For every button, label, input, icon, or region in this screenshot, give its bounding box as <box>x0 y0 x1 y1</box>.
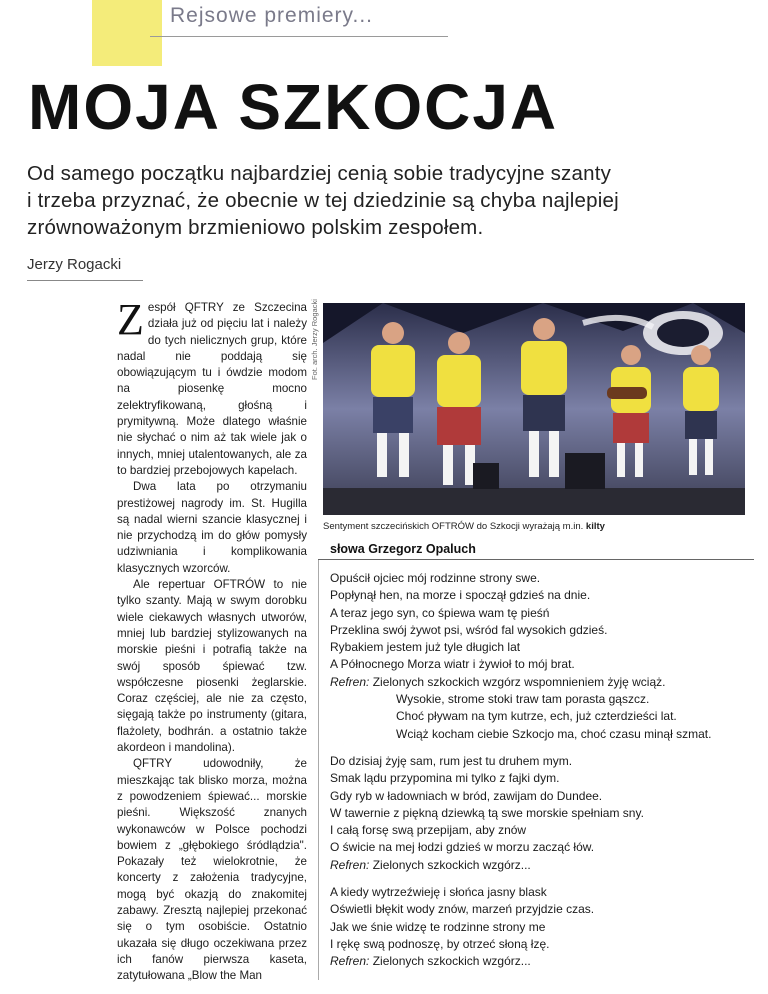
drop-cap: Z <box>117 295 144 344</box>
article-lead <box>27 160 747 241</box>
poem-line: Jak we śnie widzę te rodzinne strony me <box>330 919 546 934</box>
poem-line: Gdy ryb w ładowniach w bród, zawijam do Dundee. <box>330 788 603 803</box>
poem-line: Rybakiem jestem już tyle długich lat <box>330 640 521 655</box>
refrain-label: Refren: <box>330 857 370 872</box>
poem-line: Oświetli błękit wody znów, marzeń przyjdzie czas. <box>330 902 595 917</box>
body-paragraph: Ale repertuar OFTRÓW to nie tylko szanty. Mają w swym dorobku wiele ciekawych własnych utworów, mniej lub bardziej stylizowanych na morskie pieśni i potrafią także na swój sposób śpiewać tzw. współczesne piosenki żeglarskie. Coraz częściej, ale nie za często, sięgają także po instrumenty (gitara, flażolety, bodhrán. a ostatnio także akordeon i mandolina). <box>117 578 307 755</box>
refrain-line: Refren: Zielonych szkockich wzgórz wspomnieniem żyję wciąż. <box>330 674 666 689</box>
lead-line: i trzeba przyznać, że obecnie w tej dziedzinie są chyba najlepiej <box>27 189 619 212</box>
author-underline <box>27 280 143 281</box>
lead-line: Od samego początku najbardziej cenią sobie tradycyjne szanty <box>27 162 612 185</box>
kicker-underline <box>150 36 448 37</box>
poem-line: Do dzisiaj żyję sam, rum jest tu druhem mym. <box>330 753 573 768</box>
poem-line: A teraz jego syn, co śpiewa wam tę pieśń <box>330 605 550 620</box>
kicker-highlight <box>92 0 162 66</box>
poem-line: Popłynął hen, na morze i spoczął gdzieś na dnie. <box>330 588 591 603</box>
author-byline: Jerzy Rogacki <box>27 256 122 273</box>
article-body <box>117 295 307 984</box>
lead-line: zrównoważonym brzmieniowo polskim zespołem. <box>27 216 484 239</box>
refrain-label: Refren: <box>330 954 370 969</box>
poem-line: Opuścił ojciec mój rodzinne strony swe. <box>330 571 541 585</box>
body-paragraph: QFTRY udowodniły, że mieszkając tak blisko morza, można z powodzeniem śpiewać... morskie pieśni. Większość znanych wykonawców w Polsce pochodzi bowiem z „głębokiego śródlądzia". Pokazały też wielokrotnie, że koncerty z założenia tradycyjne, mogą być okazją do znakomitej zabawy. Zresztą najlepiej przekonać się o tym osobiście. Ostatnio ukazała się długo oczekiwana przez ich fanów pierwsza kaseta, zatytułowana „Blow the Man <box>117 757 307 983</box>
refrain-line: Wysokie, strome stoki traw tam porasta gąszcz. <box>396 692 650 707</box>
poem-line: O świcie na mej łodzi gdzieś w morzu zacząć łów. <box>330 840 595 855</box>
section-kicker: Rejsowe premiery... <box>170 4 373 27</box>
poem-line: A Północnego Morza wiatr i żywioł to mój brat. <box>330 657 575 672</box>
photo-credit: Fot. arch. Jerzy Rogacki <box>310 299 319 380</box>
poem-lyrics <box>330 570 750 971</box>
caption-emphasis: kilty <box>585 521 605 532</box>
band-photo <box>323 303 745 515</box>
poem-line: I rękę swą podnoszę, by otrzeć słoną łzę. <box>330 936 550 951</box>
body-paragraph: Dwa lata po otrzymaniu prestiżowej nagrody im. St. Hugilla są nadal wierni szancie klasycznej i nie przychodzą im do głów pomysły udziwniania i komplikowania klasycznych wzorców. <box>117 480 307 575</box>
poem-line: W tawernie z piękną dziewką tą swe morskie spełniam sny. <box>330 805 644 820</box>
poem-heading: słowa Grzegorz Opaluch <box>318 540 754 560</box>
poem-divider <box>318 560 319 980</box>
poem-line: Przeklina swój żywot psi, wśród fal wysokich gdzieś. <box>330 622 608 637</box>
poem-line: A kiedy wytrzeźwieję i słońca jasny blask <box>330 885 547 900</box>
poem-line: Smak lądu przypomina mi tylko z fajki dym. <box>330 771 560 786</box>
photo-caption: Sentyment szczecińskich OFTRÓW do Szkocji wyrażają m.in. kilty <box>323 521 605 532</box>
refrain-label: Refren: <box>330 674 370 689</box>
refrain-line: Choć pływam na tym kutrze, ech, już czterdzieści lat. <box>396 709 677 724</box>
refrain-line: Refren: Zielonych szkockich wzgórz... <box>330 954 531 969</box>
refrain-line: Refren: Zielonych szkockich wzgórz... <box>330 857 531 872</box>
article-title: MOJA SZKOCJA <box>28 71 559 143</box>
poem-line: I całą forsę swą przepijam, aby znów <box>330 823 527 838</box>
body-paragraph: espół QFTRY ze Szczecina działa już od pięciu lat i należy do tych nielicznych grup, które nadal nie poddają się obowiązującym tu i ówdzie modom na piosenkę mocno zelektryfikowaną, głośną i prymitywną. Może dlatego właśnie nie słychać o nim aż tak wiele jak o innych, mniej utalentowanych, ale za to bardziej przebojowych kapelach. <box>117 301 307 477</box>
refrain-line: Wciąż kocham ciebie Szkocjo ma, choć czasu minął szmat. <box>396 726 712 741</box>
band-photo-illustration <box>323 303 745 515</box>
